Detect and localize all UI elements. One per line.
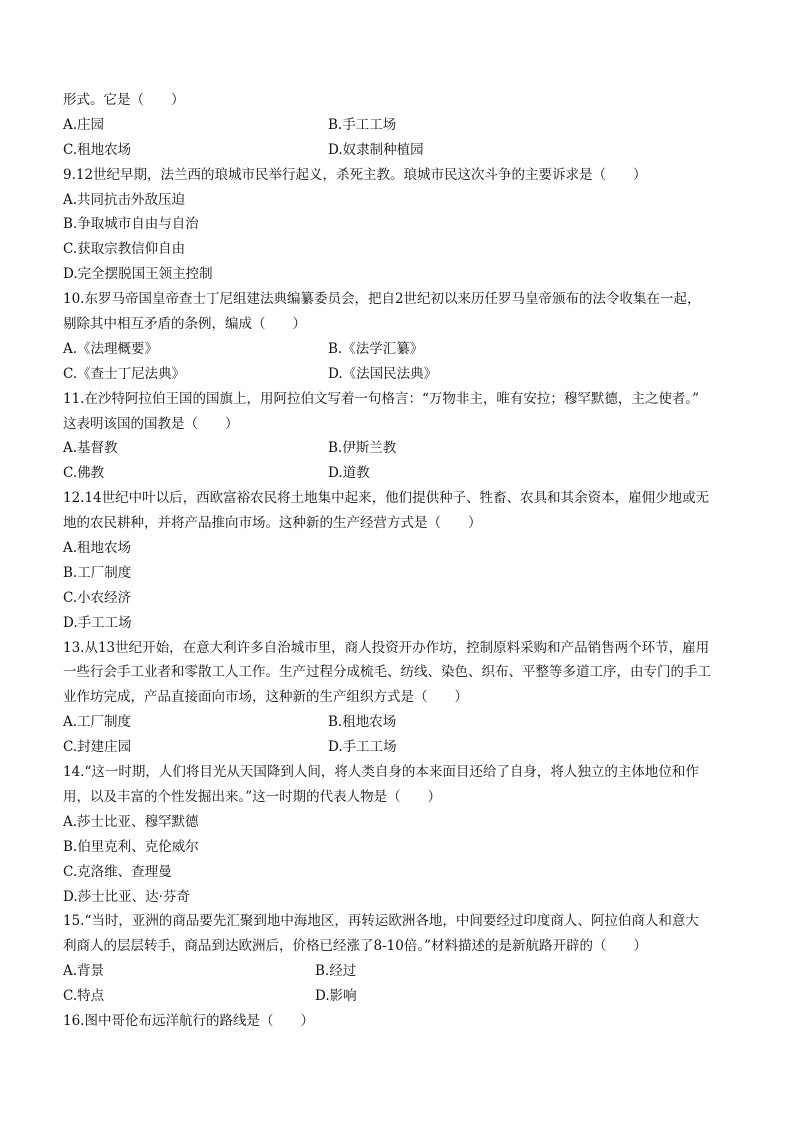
q11-option-a: A.基督教 <box>63 440 118 457</box>
q11-stem-line-1: 11.在沙特阿拉伯王国的国旗上，用阿拉伯文写着一句格言：“万物非主，唯有安拉；穆罕默德，主之使者。” <box>63 390 700 407</box>
q13-option-d: D.手工工场 <box>328 739 397 756</box>
q8-option-b: B.手工工场 <box>328 116 397 133</box>
q14-option-a: A.莎士比亚、穆罕默德 <box>63 813 199 830</box>
q10-options-row-2 <box>63 362 733 387</box>
q14-stem-line-2: 用，以及丰富的个性发掘出来。”这一时期的代表人物是（ ） <box>63 788 442 805</box>
q10-options-row-1 <box>63 337 733 362</box>
q15-options-row-1 <box>63 959 733 984</box>
q13-options-row-1 <box>63 710 733 735</box>
q15-options-row-2 <box>63 984 733 1009</box>
q8-options-row-2 <box>63 138 733 163</box>
q9-option-d: D.完全摆脱国王领主控制 <box>63 266 213 283</box>
q12-option-c: C.小农经济 <box>63 589 132 606</box>
q12-option-b: B.工厂制度 <box>63 564 132 581</box>
q13-stem-line-3: 业作坊完成，产品直接面向市场，这种新的生产组织方式是（ ） <box>63 689 468 706</box>
q9-option-c: C.获取宗教信仰自由 <box>63 241 186 258</box>
q13-option-c: C.封建庄园 <box>63 739 132 756</box>
q13-options-row-2 <box>63 735 733 760</box>
q12-option-d: D.手工工场 <box>63 614 132 631</box>
q13-option-a: A.工厂制度 <box>63 714 132 731</box>
q10-stem-line-1: 10.东罗马帝国皇帝查士丁尼组建法典编纂委员会，把自2世纪初以来历任罗马皇帝颁布的法令收集在一起， <box>63 291 701 308</box>
q15-option-b: B.经过 <box>315 963 357 980</box>
q13-stem-line-1: 13.从13世纪开始，在意大利许多自治城市里，商人投资开办作坊，控制原料采购和产品销售两个环节，雇用 <box>63 639 710 656</box>
q8-option-c: C.租地农场 <box>63 141 132 158</box>
q8-option-a: A.庄园 <box>63 116 105 133</box>
q14-option-d: D.莎士比亚、达·芬奇 <box>63 888 190 905</box>
q8-options-row-1 <box>63 113 733 138</box>
q11-options-row-2 <box>63 461 733 486</box>
q8-option-d: D.奴隶制种植园 <box>328 141 424 158</box>
q11-option-b: B.伊斯兰教 <box>328 440 397 457</box>
q15-option-d: D.影响 <box>315 988 357 1005</box>
q15-stem-line-1: 15.“当时，亚洲的商品要先汇聚到地中海地区，再转运欧洲各地，中间要经过印度商人、阿拉伯商人和意大 <box>63 913 699 930</box>
q16-stem: 16.图中哥伦布远洋航行的路线是（ ） <box>63 1012 314 1029</box>
q12-option-a: A.租地农场 <box>63 540 132 557</box>
q11-option-c: C.佛教 <box>63 465 105 482</box>
q10-option-c: C.《查士丁尼法典》 <box>63 365 186 382</box>
q13-option-b: B.租地农场 <box>328 714 397 731</box>
q10-option-b: B.《法学汇纂》 <box>328 340 424 357</box>
q14-stem-line-1: 14.“这一时期，人们将目光从天国降到人间，将人类自身的本来面目还给了自身，将人独立的主体地位和作 <box>63 764 699 781</box>
q14-option-b: B.伯里克利、克伦威尔 <box>63 838 199 855</box>
q11-stem-line-2: 这表明该国的国教是（ ） <box>63 415 239 432</box>
q11-option-d: D.道教 <box>328 465 370 482</box>
q9-option-a: A.共同抗击外敌压迫 <box>63 191 186 208</box>
exam-page <box>63 88 733 1034</box>
q9-stem: 9.12世纪早期，法兰西的琅城市民举行起义，杀死主教。琅城市民这次斗争的主要诉求是（ ） <box>63 166 647 183</box>
q12-stem-line-2: 地的农民耕种，并将产品推向市场。这种新的生产经营方式是（ ） <box>63 515 482 532</box>
q10-option-a: A.《法理概要》 <box>63 340 159 357</box>
q14-option-c: C.克洛维、查理曼 <box>63 863 172 880</box>
q10-option-d: D.《法国民法典》 <box>328 365 438 382</box>
q11-options-row-1 <box>63 436 733 461</box>
q15-stem-line-2: 利商人的层层转手，商品到达欧洲后，价格已经涨了8-10倍。”材料描述的是新航路开辟的（ ） <box>63 938 647 955</box>
q15-option-c: C.特点 <box>63 988 105 1005</box>
q9-option-b: B.争取城市自由与自治 <box>63 216 199 233</box>
q13-stem-line-2: 一些行会手工业者和零散工人工作。生产过程分成梳毛、纺线、染色、织布、平整等多道工序，由专门的手工 <box>63 664 711 681</box>
q8-stem-tail: 形式。它是（ ） <box>63 92 185 108</box>
q10-stem-line-2: 剔除其中相互矛盾的条例，编成（ ） <box>63 316 306 333</box>
q12-stem-line-1: 12.14世纪中叶以后，西欧富裕农民将土地集中起来，他们提供种子、牲畜、农具和其余资本，雇佣少地或无 <box>63 490 710 507</box>
q15-option-a: A.背景 <box>63 963 105 980</box>
